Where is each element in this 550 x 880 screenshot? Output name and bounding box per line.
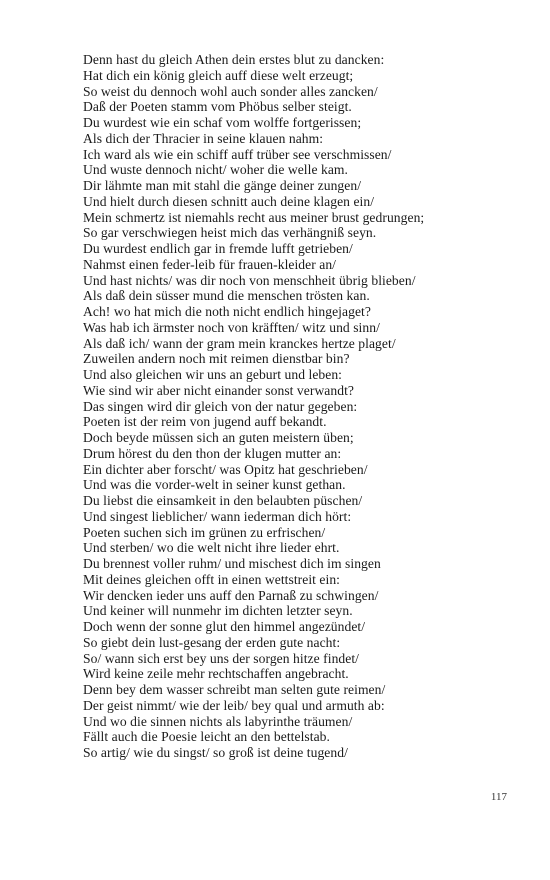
poem-line: Ich ward als wie ein schiff auff trüber see verschmissen/ [83, 146, 392, 162]
poem-line: Nahmst einen feder-leib für frauen-kleider an/ [83, 256, 337, 272]
poem-line: Wie sind wir aber nicht einander sonst verwandt? [83, 382, 354, 398]
poem-line: Poeten suchen sich im grünen zu erfrischen/ [83, 524, 326, 540]
poem-line: So artig/ wie du singst/ so groß ist deine tugend/ [83, 745, 348, 760]
poem-line: Und also gleichen wir uns an geburt und leben: [83, 367, 343, 382]
poem-line: Du brennest voller ruhm/ und mischest dich im singen [83, 556, 381, 571]
poem-line: Und was die vorder-welt in seiner kunst gethan. [83, 477, 346, 493]
poem-line: Zuweilen andern noch mit reimen dienstbar bin? [83, 351, 350, 367]
poem-line: Und wo die sinnen nichts als labyrinthe träumen/ [83, 713, 353, 729]
poem-line: Du wurdest wie ein schaf vom wolffe fortgerissen; [83, 115, 362, 130]
poem-line: Als daß dein süsser mund die menschen trösten kan. [83, 288, 370, 304]
poem-line: Du liebst die einsamkeit in den belaubten püschen/ [83, 493, 363, 508]
poem-line: Mein schmertz ist niemahls recht aus meiner brust gedrungen; [83, 209, 425, 225]
poem-line: Ein dichter aber forscht/ was Opitz hat geschrieben/ [83, 461, 368, 477]
poem-line: Doch beyde müssen sich an guten meistern üben; [83, 430, 354, 445]
poem-line: Poeten ist der reim von jugend auff bekandt. [83, 414, 327, 430]
poem-line: Drum hörest du den thon der klugen mutter an: [83, 445, 342, 461]
poem-line: Fällt auch die Poesie leicht an den bettelstab. [83, 729, 330, 745]
poem-line: Und hast nichts/ was dir noch von menschheit übrig blieben/ [83, 272, 416, 288]
poem-line: Als dich der Thracier in seine klauen nahm: [83, 130, 324, 146]
poem-line: Daß der Poeten stamm vom Phöbus selber steigt. [83, 99, 352, 115]
poem-text-block [83, 52, 523, 761]
poem-line: Und singest lieblicher/ wann iederman dich hört: [83, 508, 352, 524]
poem-line: Denn bey dem wasser schreibt man selten gute reimen/ [83, 682, 386, 697]
poem-line: So gar verschwiegen heist mich das verhängniß seyn. [83, 225, 377, 241]
poem-line: Und hielt durch diesen schnitt auch deine klagen ein/ [83, 193, 375, 209]
poem-line: Hat dich ein könig gleich auff diese welt erzeugt; [83, 67, 354, 83]
poem-line: Der geist nimmt/ wie der leib/ bey qual und armuth ab: [83, 697, 385, 713]
poem-line: Als daß ich/ wann der gram mein kranckes hertze plaget/ [83, 335, 396, 351]
poem-line: Du wurdest endlich gar in fremde lufft getrieben/ [83, 241, 353, 256]
poem-line: Das singen wird dir gleich von der natur gegeben: [83, 398, 358, 414]
poem-line: Was hab ich ärmster noch von kräfften/ witz und sinn/ [83, 319, 380, 335]
poem-line: So giebt dein lust-gesang der erden gute nacht: [83, 634, 341, 650]
poem-line: Dir lähmte man mit stahl die gänge deiner zungen/ [83, 178, 362, 193]
poem-line: Doch wenn der sonne glut den himmel angezündet/ [83, 619, 366, 634]
poem-line: Wird keine zeile mehr rechtschaffen angebracht. [83, 666, 349, 682]
poem-line: Und wuste dennoch nicht/ woher die welle kam. [83, 162, 348, 178]
poem-line: Ach! wo hat mich die noth nicht endlich hingejaget? [83, 304, 371, 319]
poem-line: Und keiner will nunmehr im dichten letzter seyn. [83, 603, 353, 619]
poem-line: Wir dencken ieder uns auff den Parnaß zu schwingen/ [83, 587, 379, 603]
poem-line: So weist du dennoch wohl auch sonder alles zancken/ [83, 83, 378, 99]
poem-line: Und sterben/ wo die welt nicht ihre lieder ehrt. [83, 540, 340, 556]
poem-line: So/ wann sich erst bey uns der sorgen hitze findet/ [83, 650, 360, 666]
poem-line: Denn hast du gleich Athen dein erstes blut zu dancken: [83, 52, 385, 67]
poem-line: Mit deines gleichen offt in einen wettstreit ein: [83, 571, 341, 587]
page-number: 117 [490, 791, 507, 803]
